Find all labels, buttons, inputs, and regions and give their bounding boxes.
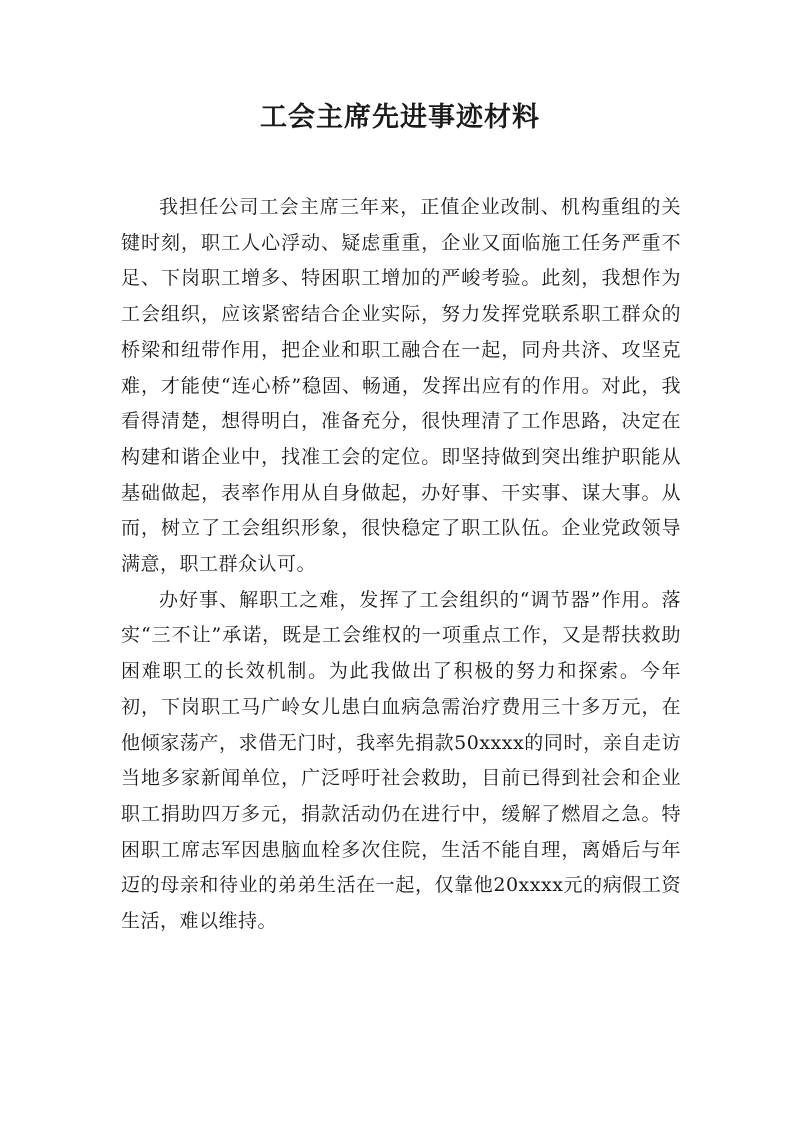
document-body [121, 190, 681, 940]
paragraph-1: 我担任公司工会主席三年来，正值企业改制、机构重组的关键时刻，职工人心浮动、疑虑重重，企业又面临施工任务严重不足、下岗职工增多、特困职工增加的严峻考验。此刻，我想作为工会组织，应该紧密结合企业实际，努力发挥党联系职工群众的桥梁和纽带作用，把企业和职工融合在一起，同舟共济、攻坚克难，才能使“连心桥”稳固、畅通，发挥出应有的作用。对此，我看得清楚，想得明白，准备充分，很快理清了工作思路，决定在构建和谐企业中，找准工会的定位。即坚持做到突出维护职能从基础做起，表率作用从自身做起，办好事、干实事、谋大事。从而，树立了工会组织形象，很快稳定了职工队伍。企业党政领导满意，职工群众认可。 [121, 196, 681, 576]
paragraph-2: 办好事、解职工之难，发挥了工会组织的“调节器”作用。落实“三不让”承诺，既是工会维权的一项重点工作，又是帮扶救助困难职工的长效机制。为此我做出了积极的努力和探索。今年初，下岗职工马广岭女儿患白血病急需治疗费用三十多万元，在他倾家荡产，求借无门时，我率先捐款50xxxx的同时，亲自走访当地多家新闻单位，广泛呼吁社会救助，目前已得到社会和企业职工捐助四万多元，捐款活动仍在进行中，缓解了燃眉之急。特困职工席志军因患脑血栓多次住院，生活不能自理，离婚后与年迈的母亲和待业的弟弟生活在一起，仅靠他20xxxx元的病假工资生活，难以维持。 [121, 588, 681, 933]
document-title: 工会主席先进事迹材料 [260, 102, 540, 133]
